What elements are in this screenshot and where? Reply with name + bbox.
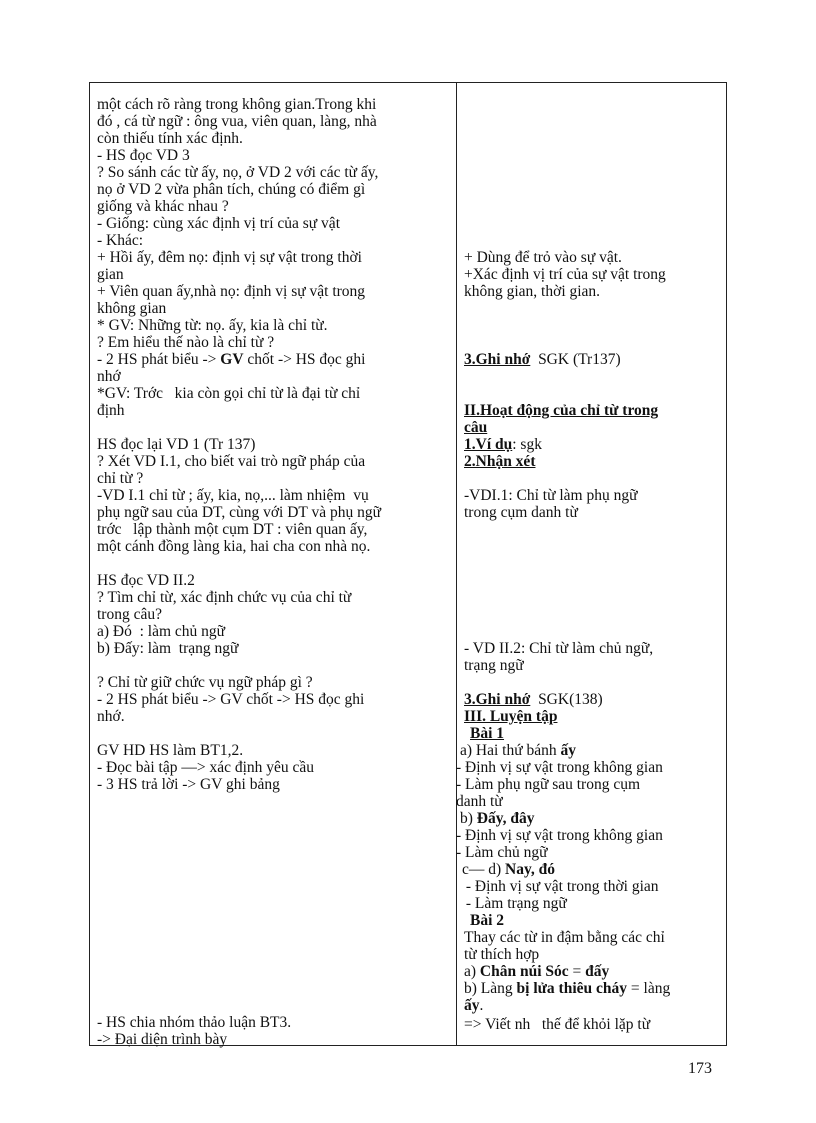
left-line: - 2 HS phát biểu -> GV chốt -> HS đọc ghi <box>97 691 365 708</box>
right-line: danh từ <box>456 793 503 810</box>
left-line: HS đọc lại VD 1 (Tr 137) <box>97 436 256 453</box>
right-line <box>464 963 609 980</box>
left-line: đó , cá từ ngữ : ông vua, viên quan, làng, nhà <box>97 113 377 130</box>
left-line: ? Tìm chỉ từ, xác định chức vụ của chỉ từ <box>97 589 352 606</box>
lesson-table <box>89 82 727 1046</box>
exercise-heading: Bài 1 <box>470 725 505 742</box>
left-line: - Giống: cùng xác định vị trí của sự vật <box>97 215 340 232</box>
left-line: *GV: Trớc kia còn gọi chỉ từ là đại từ chỉ <box>97 385 361 402</box>
right-line <box>462 861 555 878</box>
right-line: từ thích hợp <box>464 946 540 963</box>
left-line: giống và khác nhau ? <box>97 198 229 215</box>
bold-text: Nay, đó <box>505 861 556 878</box>
section-heading: câu <box>464 419 488 436</box>
bold-text: đấy <box>585 963 610 980</box>
text-run: a) Hai thứ bánh <box>460 742 561 759</box>
left-line: định <box>97 402 125 419</box>
left-line: nhớ <box>97 368 121 385</box>
text-run: - 2 HS phát biểu -> <box>97 351 221 368</box>
right-line: - Định vị sự vật trong không gian <box>456 759 663 776</box>
right-line <box>464 691 603 708</box>
left-line: gian <box>97 266 124 283</box>
right-line: - VD II.2: Chỉ từ làm chủ ngữ, <box>464 640 654 657</box>
left-line: còn thiếu tính xác định. <box>97 130 243 147</box>
exercise-heading: Bài 2 <box>470 912 505 929</box>
text-run: b) <box>460 810 477 827</box>
text-run: SGK (Tr137) <box>530 351 621 368</box>
right-line: - Làm phụ ngữ sau trong cụm <box>456 776 641 793</box>
left-line: + Viên quan ấy,nhà nọ: định vị sự vật trong <box>97 283 366 300</box>
bold-text: ấy <box>560 742 577 759</box>
right-line <box>464 980 670 997</box>
left-line: chỉ từ ? <box>97 470 144 487</box>
left-line: một cánh đồng làng kia, hai cha con nhà nọ. <box>97 538 371 555</box>
ghi-nho-heading: 3.Ghi nhớ <box>464 351 531 368</box>
right-line <box>460 810 535 827</box>
right-line <box>464 997 483 1014</box>
section-heading: II.Hoạt động của chỉ từ trong <box>464 402 659 419</box>
bold-text: bị lửa thiêu cháy <box>516 980 628 997</box>
text-run: c— d) <box>462 861 506 878</box>
left-line: trớc lập thành một cụm DT : viên quan ấy, <box>97 521 368 538</box>
subheading: 1.Ví dụ <box>464 436 513 453</box>
left-line: - Đọc bài tập —> xác định yêu cầu <box>97 759 315 776</box>
left-line: không gian <box>97 300 167 317</box>
left-line: nhớ. <box>97 708 125 725</box>
left-line: -VD I.1 chỉ từ ; ấy, kia, nọ,... làm nhiệm vụ <box>97 487 369 504</box>
left-line: b) Đấy: làm trạng ngữ <box>97 640 239 657</box>
bold-text: ấy <box>464 997 480 1014</box>
bold-text: Chân núi Sóc <box>479 963 569 980</box>
left-line: -> Đại diện trình bày <box>97 1031 228 1048</box>
left-line: - HS chia nhóm thảo luận BT3. <box>97 1014 292 1031</box>
left-line: - Khác: <box>97 232 144 249</box>
right-line: +Xác định vị trí của sự vật trong <box>464 266 666 283</box>
right-line: => Viết nh thế để khỏi lặp từ <box>464 1016 651 1033</box>
text-run: chốt -> HS đọc ghi <box>243 351 366 368</box>
right-line: trạng ngữ <box>464 657 524 674</box>
left-line: nọ ở VD 2 vừa phân tích, chúng có điểm gì <box>97 181 366 198</box>
right-line: trong cụm danh từ <box>464 504 578 521</box>
left-line: trong câu? <box>97 606 162 623</box>
text-run: . <box>479 997 484 1014</box>
text-run: a) <box>464 963 480 980</box>
page-number: 173 <box>688 1060 712 1077</box>
right-line: không gian, thời gian. <box>464 283 601 300</box>
left-line: ? Chỉ từ giữ chức vụ ngữ pháp gì ? <box>97 674 313 691</box>
left-line: ? Xét VD I.1, cho biết vai trò ngữ pháp của <box>97 453 366 470</box>
text-run: : sgk <box>512 436 542 453</box>
left-line <box>97 351 365 368</box>
right-line <box>460 742 576 759</box>
right-line <box>464 436 542 453</box>
right-line: - Định vị sự vật trong không gian <box>456 827 663 844</box>
subheading: 2.Nhận xét <box>464 453 536 470</box>
right-line: + Dùng để trỏ vào sự vật. <box>464 249 622 266</box>
text-run: = <box>568 963 586 980</box>
left-line: ? So sánh các từ ấy, nọ, ở VD 2 với các từ ấy, <box>97 164 379 181</box>
right-line <box>464 351 621 368</box>
ghi-nho-heading: 3.Ghi nhớ <box>464 691 531 708</box>
right-line: -VDI.1: Chỉ từ làm phụ ngữ <box>464 487 638 504</box>
left-line: - HS đọc VD 3 <box>97 147 190 164</box>
text-run: = làng <box>627 980 671 997</box>
right-line: - Làm trạng ngữ <box>462 895 567 912</box>
left-line: ? Em hiểu thế nào là chỉ từ ? <box>97 334 275 351</box>
bold-text: GV <box>220 351 244 368</box>
left-line: phụ ngữ sau của DT, cùng với DT và phụ ngữ <box>97 504 382 521</box>
left-line: một cách rõ ràng trong không gian.Trong khi <box>97 96 377 113</box>
right-line: - Làm chủ ngữ <box>456 844 548 861</box>
left-line: GV HD HS làm BT1,2. <box>97 742 244 759</box>
left-line: * GV: Những từ: nọ. ấy, kia là chỉ từ. <box>97 317 328 334</box>
right-line: Thay các từ in đậm bằng các chỉ <box>464 929 665 946</box>
left-line: - 3 HS trả lời -> GV ghi bảng <box>97 776 280 793</box>
left-line: a) Đó : làm chủ ngữ <box>97 623 226 640</box>
section-heading: III. Luyện tập <box>464 708 558 725</box>
left-line: + Hồi ấy, đêm nọ: định vị sự vật trong thời <box>97 249 362 266</box>
column-divider <box>456 83 457 1045</box>
bold-text: Đấy, đây <box>476 810 535 827</box>
text-run: SGK(138) <box>530 691 603 708</box>
left-line: HS đọc VD II.2 <box>97 572 195 589</box>
text-run: b) Làng <box>464 980 517 997</box>
right-line: - Định vị sự vật trong thời gian <box>462 878 659 895</box>
